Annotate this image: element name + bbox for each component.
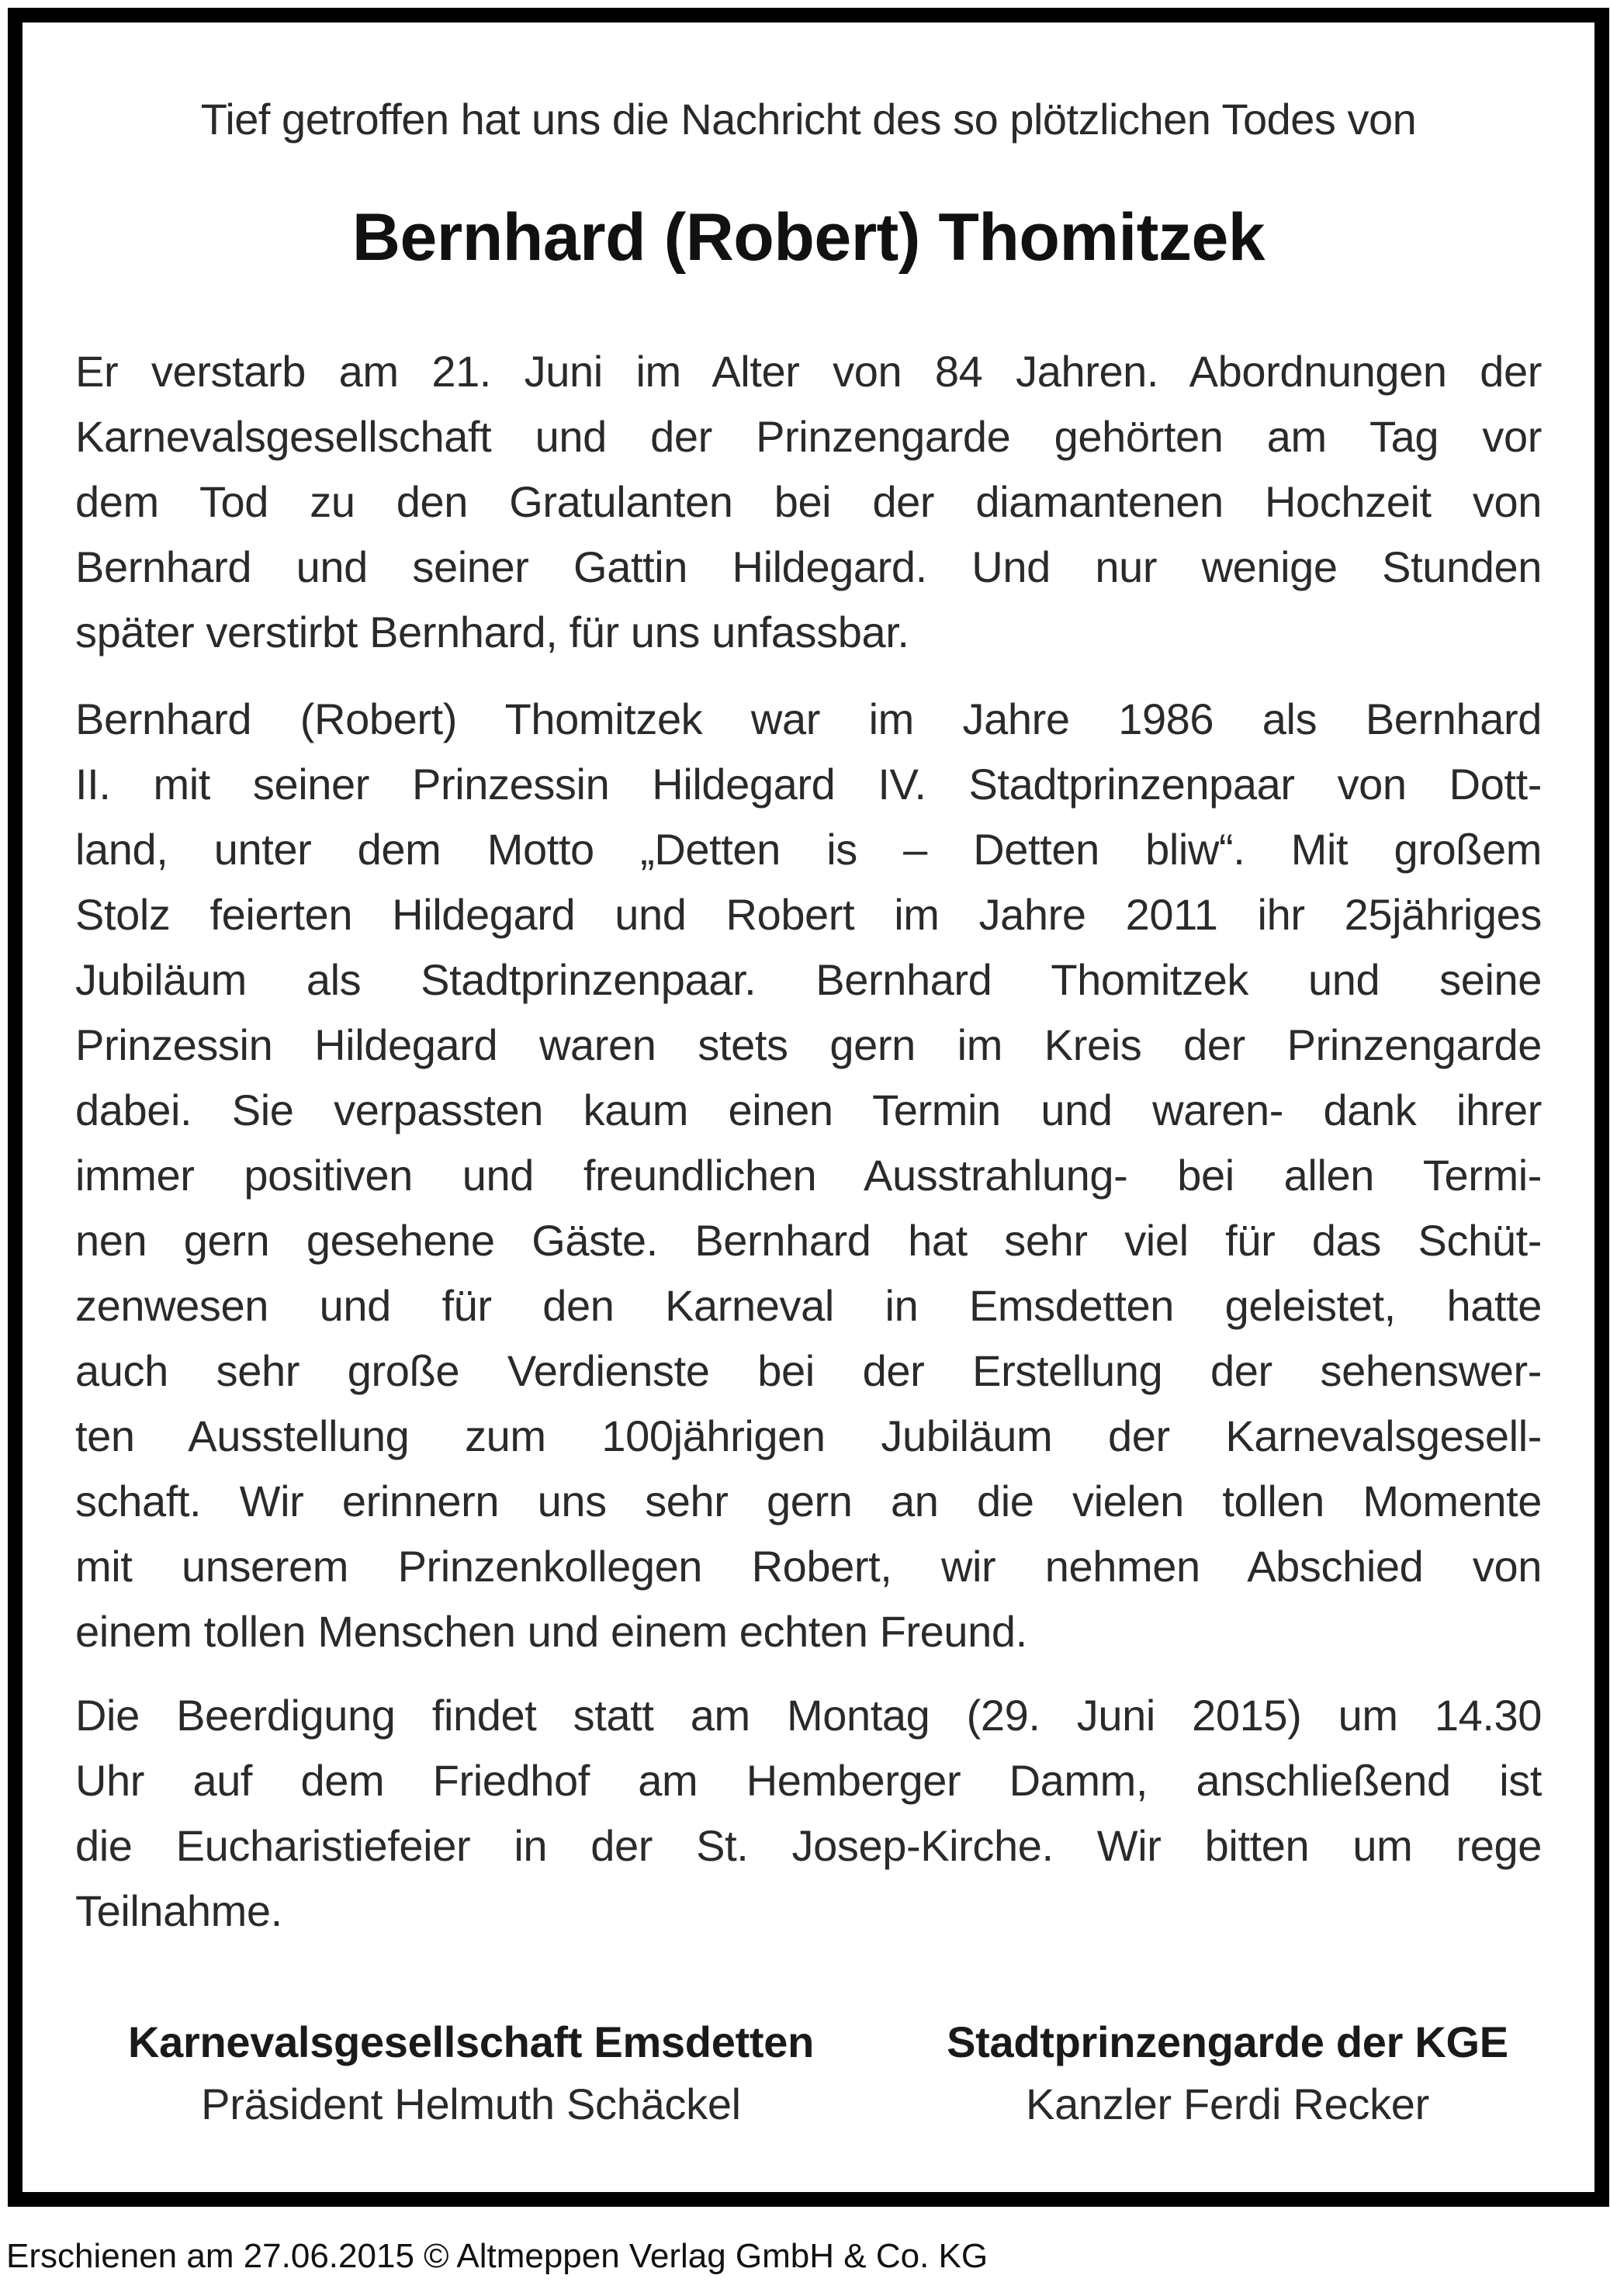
paragraph-death-info xyxy=(75,339,1542,665)
deceased-name: Bernhard (Robert) Thomitzek xyxy=(351,200,1265,275)
signature-block-left xyxy=(75,2013,867,2137)
text-line: die Eucharistiefeier in der St. Josep-Kirche. Wir bitten um rege xyxy=(75,1821,1542,1870)
text-line: dem Tod zu den Gratulanten bei der diamantenen Hochzeit von xyxy=(75,477,1542,526)
text-line: Jubiläum als Stadtprinzenpaar. Bernhard Thomitzek und seine xyxy=(75,955,1542,1004)
signature-organization: Karnevalsgesellschaft Emsdetten xyxy=(128,2017,814,2066)
text-line: Teilnahme. xyxy=(75,1886,282,1935)
text-line: später verstirbt Bernhard, für uns unfassbar. xyxy=(75,608,909,656)
signature-organization: Stadtprinzengarde der KGE xyxy=(947,2017,1508,2066)
text-line: nen gern gesehene Gäste. Bernhard hat sehr viel für das Schüt- xyxy=(75,1216,1542,1265)
text-line: dabei. Sie verpassten kaum einen Termin und waren- dank ihrer xyxy=(75,1086,1542,1134)
signature-block-right xyxy=(913,2013,1542,2137)
obituary-frame xyxy=(8,8,1609,2207)
text-line: Bernhard und seiner Gattin Hildegard. Und nur wenige Stunden xyxy=(75,542,1542,591)
text-line: auch sehr große Verdienste bei der Erstellung der sehenswer- xyxy=(75,1346,1542,1395)
text-line: einem tollen Menschen und einem echten Freund. xyxy=(75,1607,1027,1656)
signature-person: Präsident Helmuth Schäckel xyxy=(201,2080,741,2128)
text-line: Stolz feierten Hildegard und Robert im Jahre 2011 ihr 25jähriges xyxy=(75,890,1542,939)
text-line: Bernhard (Robert) Thomitzek war im Jahre 1986 als Bernhard xyxy=(75,694,1542,743)
text-line: II. mit seiner Prinzessin Hildegard IV. Stadtprinzenpaar von Dott- xyxy=(75,760,1542,809)
text-line: Die Beerdigung findet statt am Montag (29. Juni 2015) um 14.30 xyxy=(75,1691,1542,1740)
text-line: ten Ausstellung zum 100jährigen Jubiläum der Karnevalsgesell- xyxy=(75,1411,1542,1460)
text-line: immer positiven und freundlichen Ausstrahlung- bei allen Termi- xyxy=(75,1151,1542,1200)
signature-person: Kanzler Ferdi Recker xyxy=(1026,2080,1429,2128)
text-line: mit unserem Prinzenkollegen Robert, wir nehmen Abschied von xyxy=(75,1542,1542,1591)
text-line: Prinzessin Hildegard waren stets gern im Kreis der Prinzengarde xyxy=(75,1020,1542,1069)
text-line: schaft. Wir erinnern uns sehr gern an die vielen tollen Momente xyxy=(75,1477,1542,1525)
text-line: Karnevalsgesellschaft und der Prinzengarde gehörten am Tag vor xyxy=(75,412,1542,461)
text-line: Uhr auf dem Friedhof am Hemberger Damm, anschließend ist xyxy=(75,1756,1542,1805)
publication-footer: Erschienen am 27.06.2015 © Altmeppen Verlag GmbH & Co. KG xyxy=(6,2237,989,2275)
intro-line: Tief getroffen hat uns die Nachricht des so plötzlichen Todes von xyxy=(200,95,1417,144)
text-line: land, unter dem Motto „Detten is – Detten bliw“. Mit großem xyxy=(75,825,1542,874)
text-line: Er verstarb am 21. Juni im Alter von 84 Jahren. Abordnungen der xyxy=(75,347,1542,396)
text-line: zenwesen und für den Karneval in Emsdetten geleistet, hatte xyxy=(75,1281,1542,1330)
paragraph-biography xyxy=(75,687,1542,1664)
paragraph-funeral-info xyxy=(75,1683,1542,1944)
